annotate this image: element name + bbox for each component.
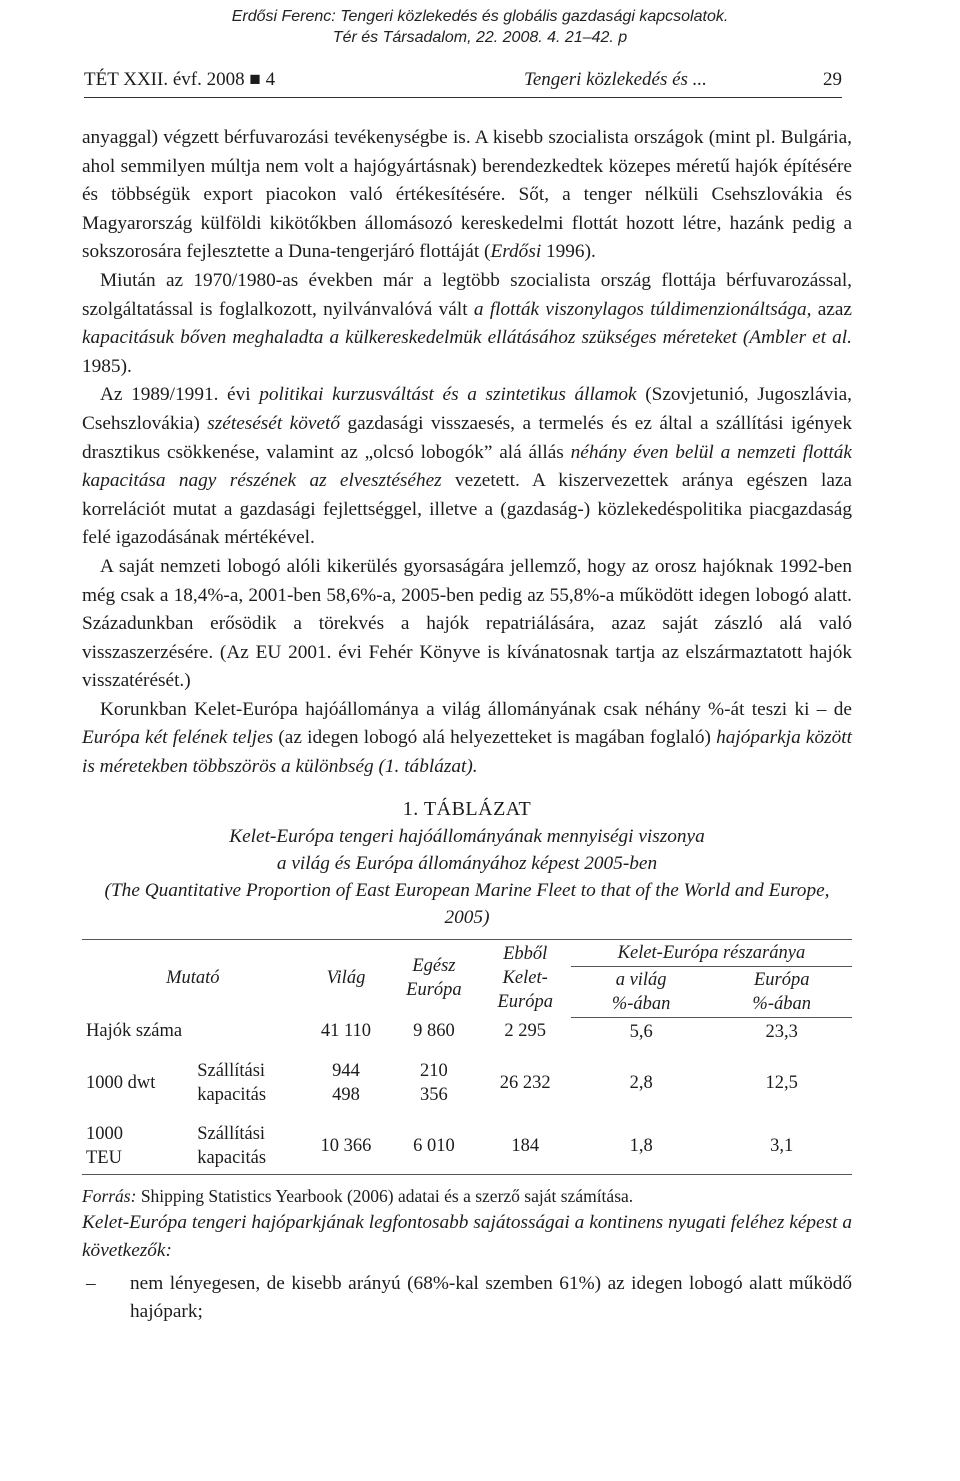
table-label: 1. TÁBLÁZAT [402, 797, 532, 820]
journal-title: TÉT XXII. évf. 2008 [84, 69, 245, 90]
source-text: Shipping Statistics Yearbook (2006) adatai és a szerző saját számítása. [136, 1185, 634, 1206]
paragraph-2-text-1: Miután az 1970/1980-as években már a legtöbb szocialista ország flottája bérfuvarozással, szolgáltatással is foglalkozott, nyilvánvalóvá vált [82, 269, 852, 320]
paragraph-3 [82, 381, 852, 553]
paragraph-1-text-2: 1996). [541, 241, 596, 263]
row-label-2: TEU [86, 1147, 122, 1168]
table-row [82, 1121, 852, 1175]
table-title-en: (The Quantitative Proportion of East European Marine Fleet to that of the World and Europe, 2005) [104, 879, 830, 928]
header-kelet-europa: Európa [497, 992, 553, 1013]
header-share-world-2: %-ában [611, 993, 671, 1014]
issue-number: 4 [265, 69, 276, 90]
cell-vilag-1: 944 [332, 1060, 360, 1081]
cell-vilag: 41 110 [320, 1021, 372, 1042]
cell-vilag [304, 1058, 389, 1121]
list-dash: – [86, 1272, 96, 1294]
header-share-group: Kelet-Európa részaránya [571, 939, 852, 966]
cell-share-europe: 23,3 [765, 1021, 798, 1042]
features-intro: Kelet-Európa tengeri hajóparkjának legfontosabb sajátosságai a kontinens nyugati feléhez képest a következők: [82, 1211, 852, 1262]
fleet-table [82, 939, 852, 1175]
cell-europa [388, 1058, 479, 1121]
table-title-hu-2: a világ és Európa állományához képest 2005-ben [276, 852, 658, 874]
row-label-1: 1000 [86, 1123, 123, 1144]
row-sublabel-2: kapacitás [197, 1147, 267, 1168]
table-title-hu-1: Kelet-Európa tengeri hajóállományának mennyiségi viszonya [229, 825, 705, 847]
header-ebbol: Ebből [503, 944, 548, 965]
paragraph-2-emph-2: kapacitásuk bőven meghaladta a külkereskedelmük ellátásához szükséges méreteket (Ambler et al. [82, 327, 852, 349]
issue-mark-icon: ■ [249, 69, 261, 90]
row-sublabel-1: Szállítási [197, 1123, 266, 1144]
citation-line-2: Tér és Társadalom, 22. 2008. 4. 21–42. p [332, 29, 628, 46]
paragraph-4 [82, 553, 852, 696]
running-head [84, 68, 842, 98]
cell-share-europe: 3,1 [711, 1121, 852, 1175]
header-share-world-1: a világ [615, 969, 667, 990]
cell-share-world: 5,6 [629, 1021, 653, 1042]
paragraph-3-text-2: (Szovjetunió, Jugoszlávia, Csehszlovákia) [82, 384, 852, 434]
paragraph-3-emph-2: szétesését követő [207, 412, 340, 434]
paragraph-3-emph-1: politikai kurzusváltást és a szintetikus államok [259, 384, 637, 406]
table-header-row-1 [82, 939, 852, 966]
header-share-europe-2: %-ában [752, 993, 811, 1014]
table-caption [82, 796, 852, 931]
paragraph-2-text-2: azaz [811, 298, 852, 320]
paragraph-5-text-1: Korunkban Kelet-Európa hajóállománya a világ állományának csak néhány %-át teszi ki – de [100, 698, 852, 720]
row-label [82, 1121, 193, 1175]
row-sublabel-1: Szállítási [197, 1060, 266, 1081]
cell-europa-1: 210 [420, 1060, 448, 1081]
row-sublabel [193, 1058, 303, 1121]
paragraph-5-text-2: (az idegen lobogó alá helyezetteket is magában foglaló) [273, 727, 717, 749]
header-share-world [571, 966, 712, 1017]
table-row [82, 1017, 852, 1058]
paragraph-5 [82, 696, 852, 782]
cell-kelet: 184 [480, 1121, 571, 1175]
paragraph-1 [82, 124, 852, 267]
paragraph-5-emph-1: Európa két felének teljes [82, 727, 274, 749]
list-item-text: nem lényegesen, de kisebb arányú (68%-kal szemben 61%) az idegen lobogó alatt működő hajópark; [130, 1272, 852, 1323]
header-europa: Európa [406, 980, 462, 1001]
paragraph-3-emph-3: néhány éven belül a nemzeti flották kapacitása nagy részének az elvesztéséhez [82, 441, 852, 492]
paragraph-1-author-ref: Erdősi [490, 241, 542, 263]
paragraph-2-text-3: 1985). [82, 355, 132, 377]
cell-europa: 6 010 [388, 1121, 479, 1175]
cell-europa: 9 860 [413, 1021, 455, 1042]
list-item [82, 1270, 852, 1327]
features-list [82, 1270, 852, 1327]
cell-share-europe: 12,5 [765, 1072, 798, 1093]
page-number: 29 [823, 69, 842, 90]
cell-vilag: 10 366 [304, 1121, 389, 1175]
cell-share-world: 1,8 [571, 1121, 712, 1175]
cell-kelet: 2 295 [504, 1021, 547, 1042]
table-source [82, 1183, 852, 1209]
cell-share-world: 2,8 [629, 1072, 653, 1093]
header-share-europe [711, 966, 852, 1017]
article-body [82, 124, 852, 1327]
paragraph-2-emph-1: a flották viszonylagos túldimenzionáltsága, [473, 298, 812, 320]
source-label: Forrás: [82, 1185, 137, 1206]
header-vilag: Világ [326, 968, 366, 989]
paragraph-3-text-3: gazdasági visszaesés, a termelés és ez által a szállítási igények drasztikus csökkenése, valamint az „olcsó lobogók” alá állás [82, 412, 852, 463]
header-share-europe-1: Európa [753, 969, 810, 990]
paragraph-3-text-4: vezetett. A kiszervezettek aránya egészen laza korrelációt mutat a gazdasági fejlettséggel, illetve a (gazdaság-) közlekedéspolitika piacgazdaság felé igazodásának mértékével. [82, 470, 852, 549]
paragraph-4-text-1: A saját nemzeti lobogó alóli kikerülés gyorsaságára jellemző, hogy az orosz hajóknak 1992-ben még csak a 18,4%-a, 2001-ben 58,6%-a, 2005-ben pedig az 55,8%-a működött idegen lobogó alatt. Századunkban erősödik a törekvés a hajók repatriálására, azaz saját zászló alá való visszaszerzésére. (Az EU 2001. évi Fehér Könyve is kívánatosnak tartja az elszármaztatott hajók visszatérését.) [82, 555, 852, 692]
header-kelet: Kelet- [502, 968, 548, 989]
paragraph-3-text-1: Az 1989/1991. évi [100, 384, 260, 406]
header-egesz: Egész [412, 956, 456, 977]
citation-line-1: Erdősi Ferenc: Tengeri közlekedés és globális gazdasági kapcsolatok. [231, 8, 729, 25]
journal-info [84, 68, 275, 92]
paragraph-2 [82, 267, 852, 381]
row-sublabel-2: kapacitás [197, 1084, 267, 1105]
cell-europa-2: 356 [420, 1084, 448, 1105]
row-label: 1000 dwt [86, 1072, 156, 1093]
header-mutato: Mutató [166, 968, 220, 989]
short-title: Tengeri közlekedés és ... [524, 69, 707, 90]
cell-vilag-2: 498 [332, 1084, 360, 1105]
table-row [82, 1058, 852, 1121]
paragraph-5-emph-2: hajóparkja között is méretekben többszörös a különbség (1. táblázat). [82, 727, 852, 778]
row-sublabel [193, 1121, 303, 1175]
header-ebbol-kelet-europa [480, 939, 571, 1017]
row-label: Hajók száma [86, 1021, 183, 1042]
cell-kelet: 26 232 [499, 1072, 551, 1093]
header-egesz-europa [388, 939, 479, 1017]
paragraph-1-text-1: anyaggal) végzett bérfuvarozási tevékenységbe is. A kisebb szocialista országok (mint pl. Bulgária, ahol semmilyen múltja nem volt a hajógyártásnak) berendezkedtek közepes méretű hajók építésére és többségük export piacokon való értékesítésére. Sőt, a tenger nélküli Csehszlovákia és Magyarország külföldi kikötőkben állomásozó kereskedelmi flottát hozott létre, hazánk pedig a sokszorosára fejlesztette a Duna-tengerjáró flottáját ( [82, 127, 852, 263]
citation-block [0, 6, 960, 48]
